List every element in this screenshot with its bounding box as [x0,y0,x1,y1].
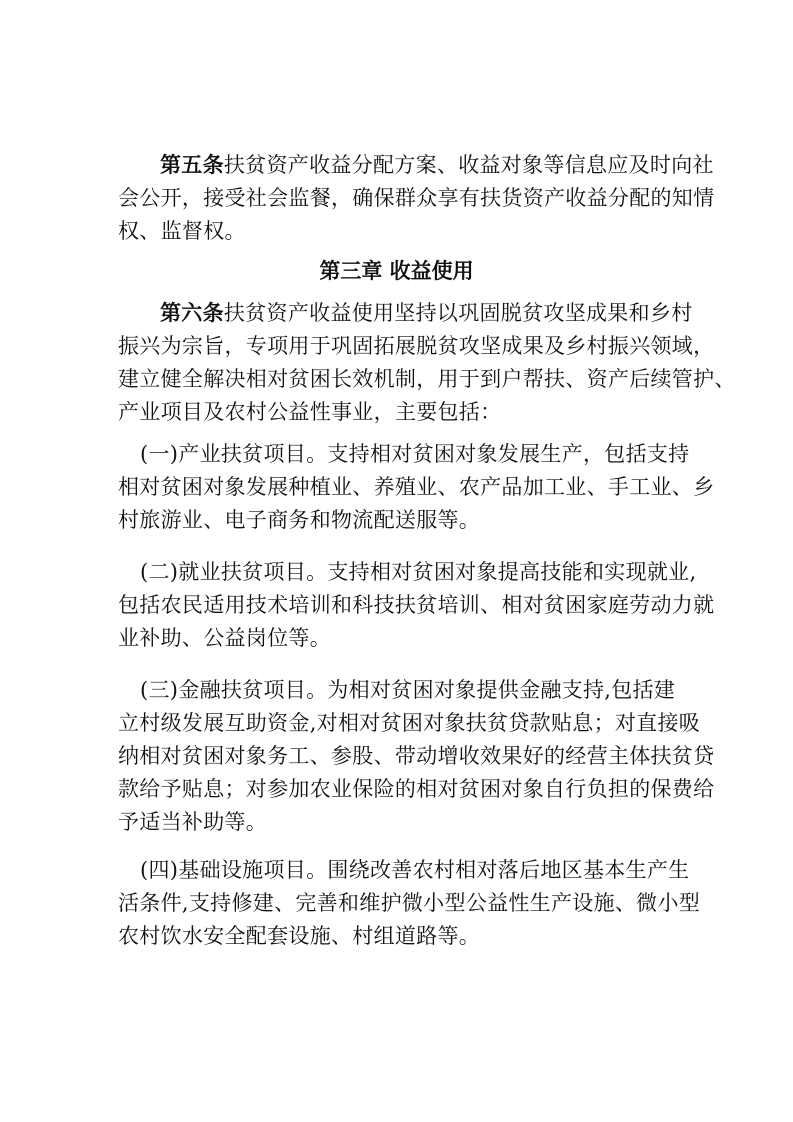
article6-label: 第六条 [160,300,224,325]
item4-line1: (四)基础设施项目。围绕改善农村相对落后地区基本生产生 [140,858,690,882]
chapter-heading: 第三章 收益使用 [319,258,474,283]
item3-line5: 予适当补助等。 [118,810,268,834]
item4-line2: 活条件,支持修建、完善和维护微小型公益性生产设施、微小型 [118,891,701,915]
article5-label: 第五条 [160,152,224,177]
item3-line1: (三)金融扶贫项目。为相对贫困对象提供金融支持,包括建 [140,678,676,702]
article5-text: 扶贫资产收益分配方案、收益对象等信息应及时向社 [223,153,714,177]
item3-line2: 立村级发展互助资金,对相对贫困对象扶贫贷款贴息；对直接吸 [118,711,701,735]
article6-line3: 建立健全解决相对贫困长效机制，用于到户帮扶、资产后续管护、 [118,367,736,391]
article5-line3: 权、监督权。 [118,219,246,243]
article6-line4: 产业项目及农村公益性事业，主要包括： [118,400,502,424]
item3-line4: 款给予贴息；对参加农业保险的相对贫困对象自行负担的保费给 [118,777,715,801]
item2-line2: 包括农民适用技术培训和科技扶贫培训、相对贫困家庭劳动力就 [118,593,715,617]
item2-line3: 业补助、公益岗位等。 [118,626,331,650]
item3-line3: 纳相对贫困对象务工、参股、带动增收效果好的经营主体扶贫贷 [118,744,715,768]
article5-line1 [160,150,714,180]
item4-line3: 农村饮水安全配套设施、村组道路等。 [118,924,481,948]
item2-line1: (二)就业扶贫项目。支持相对贫困对象提高技能和实现就业, [140,560,697,584]
item1-line3: 村旅游业、电子商务和物流配送服等。 [118,508,481,532]
item1-line1: (一)产业扶贫项目。支持相对贫困对象发展生产，包括支持 [140,442,690,466]
article6-line2: 振兴为宗旨，专项用于巩固拓展脱贫攻坚成果及乡村振兴领域， [118,334,715,358]
article6-text: 扶贫资产收益使用坚持以巩固脱贫攻坚成果和乡村 [223,301,693,325]
article5-line2: 会公开，接受社会监餐，确保群众享有扶货资产收益分配的知情 [118,186,715,210]
article6-line1 [160,298,693,328]
item1-line2: 相对贫困对象发展种植业、养殖业、农产品加工业、手工业、乡 [118,475,715,499]
